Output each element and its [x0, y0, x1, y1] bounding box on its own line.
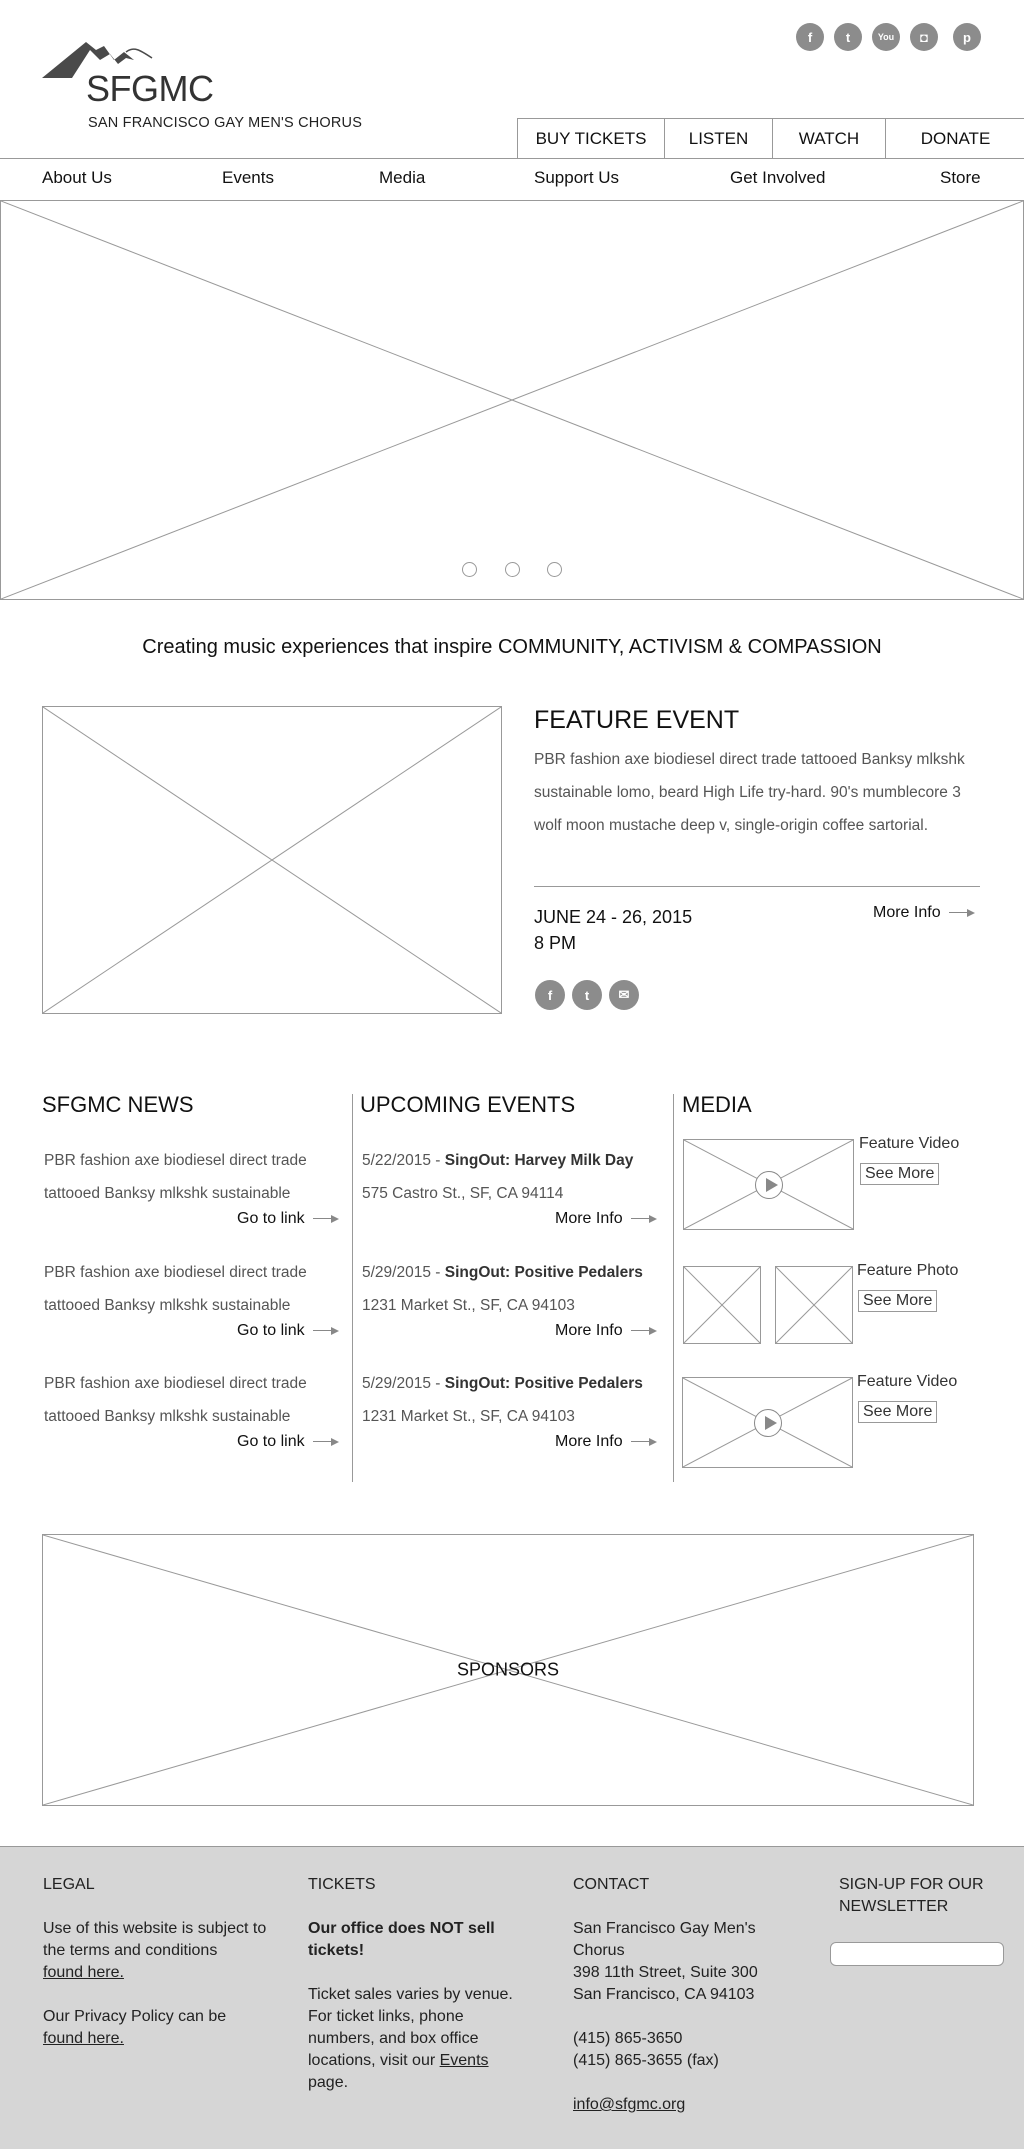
go-to-link-label: Go to link	[237, 1433, 305, 1450]
share-facebook-icon[interactable]: f	[535, 980, 565, 1010]
buy-tickets-button[interactable]: BUY TICKETS	[535, 129, 647, 148]
feature-divider	[534, 886, 980, 887]
share-twitter-icon[interactable]: t	[572, 980, 602, 1010]
arrow-right-icon	[631, 1437, 657, 1447]
column-divider	[352, 1094, 353, 1482]
contact-street: 398 11th Street, Suite 300	[573, 1964, 758, 1981]
top-buttons	[517, 118, 1024, 159]
event-address: 1231 Market St., SF, CA 94103	[362, 1408, 575, 1425]
events-link[interactable]: Events	[439, 2052, 489, 2069]
event-date: 5/29/2015 -	[362, 1264, 445, 1281]
contact-org: San Francisco Gay Men's Chorus	[573, 1920, 756, 1959]
news-title: SFGMC NEWS	[42, 1092, 194, 1117]
more-info-label: More Info	[873, 904, 941, 921]
listen-button[interactable]: LISTEN	[664, 119, 772, 159]
feature-time: 8 PM	[534, 933, 577, 953]
hero-carousel[interactable]	[0, 200, 1024, 600]
event-more-info-link[interactable]	[555, 1433, 657, 1451]
events-title: UPCOMING EVENTS	[360, 1092, 576, 1117]
news-go-to-link[interactable]	[237, 1210, 339, 1228]
footer-contact-title: CONTACT	[573, 1876, 650, 1893]
nav-about-us[interactable]: About Us	[42, 168, 112, 187]
legal-text-2: Our Privacy Policy can be	[43, 2008, 227, 2025]
event-name[interactable]: SingOut: Harvey Milk Day	[444, 1152, 634, 1169]
tickets-text-end: page.	[308, 2074, 349, 2091]
carousel-dot-1[interactable]	[462, 562, 477, 577]
sponsors-banner[interactable]	[42, 1534, 974, 1806]
nav-events[interactable]: Events	[222, 168, 274, 187]
media-label: Feature Video	[857, 1373, 958, 1390]
carousel-dot-3[interactable]	[547, 562, 562, 577]
more-info-label: More Info	[555, 1322, 623, 1339]
contact-fax: (415) 865-3655 (fax)	[573, 2052, 719, 2069]
feature-event-title: FEATURE EVENT	[534, 706, 740, 734]
media-photo-thumbnail[interactable]	[683, 1266, 761, 1344]
event-address: 575 Castro St., SF, CA 94114	[362, 1185, 564, 1202]
feature-date: JUNE 24 - 26, 2015	[534, 907, 693, 927]
footer-legal-text	[43, 1918, 273, 2050]
event-more-info-link[interactable]	[555, 1210, 657, 1228]
feature-event-description: PBR fashion axe biodiesel direct trade tattooed Banksy mlkshk sustainable lomo, beard High Life try-hard. 90's mumblecore 3 wolf moon mustache deep v, single-origin coffee sartorial.	[534, 751, 965, 834]
see-more-button[interactable]: See More	[858, 1290, 937, 1312]
event-item	[362, 1144, 672, 1210]
news-go-to-link[interactable]	[237, 1433, 339, 1451]
media-video-thumbnail[interactable]	[683, 1139, 854, 1230]
event-item	[362, 1367, 672, 1433]
org-name: SAN FRANCISCO GAY MEN'S CHORUS	[88, 115, 363, 131]
see-more-button[interactable]: See More	[858, 1401, 937, 1423]
arrow-right-icon	[631, 1214, 657, 1224]
go-to-link-label: Go to link	[237, 1322, 305, 1339]
legal-text-1: Use of this website is subject to the terms and conditions	[43, 1920, 267, 1959]
watch-button[interactable]: WATCH	[772, 119, 885, 159]
nav-top-divider	[0, 158, 1024, 159]
see-more-button[interactable]: See More	[860, 1163, 939, 1185]
go-to-link-label: Go to link	[237, 1210, 305, 1227]
feature-event-date	[534, 904, 692, 956]
footer-tickets-text	[308, 1918, 528, 2094]
footer-newsletter-title: SIGN-UP FOR OUR NEWSLETTER	[839, 1876, 984, 1915]
nav-get-involved[interactable]: Get Involved	[730, 168, 826, 187]
carousel-dot-2[interactable]	[505, 562, 520, 577]
event-name[interactable]: SingOut: Positive Pedalers	[444, 1264, 643, 1281]
newsletter-email-input[interactable]	[830, 1942, 1004, 1966]
twitter-icon[interactable]: t	[834, 23, 862, 51]
footer-legal-title: LEGAL	[43, 1876, 95, 1893]
facebook-icon[interactable]: f	[796, 23, 824, 51]
tagline: Creating music experiences that inspire COMMUNITY, ACTIVISM & COMPASSION	[142, 636, 882, 658]
share-email-icon[interactable]: ✉	[609, 980, 639, 1010]
event-date: 5/29/2015 -	[362, 1375, 445, 1392]
legal-terms-link[interactable]: found here.	[43, 1964, 124, 1981]
media-title: MEDIA	[682, 1092, 752, 1117]
sponsors-label: SPONSORS	[456, 1659, 560, 1680]
play-icon[interactable]	[755, 1171, 783, 1199]
tickets-notice: Our office does NOT sell tickets!	[308, 1920, 495, 1959]
nav-media[interactable]: Media	[379, 168, 426, 187]
footer-contact-text	[573, 1918, 793, 2116]
contact-city: San Francisco, CA 94103	[573, 1986, 755, 2003]
instagram-icon[interactable]: ◘	[910, 23, 938, 51]
logo-text[interactable]: SFGMC	[86, 68, 214, 109]
event-item	[362, 1256, 672, 1322]
arrow-right-icon	[631, 1326, 657, 1336]
event-more-info-link[interactable]	[555, 1322, 657, 1340]
event-name[interactable]: SingOut: Positive Pedalers	[444, 1375, 643, 1392]
arrow-right-icon	[313, 1214, 339, 1224]
play-icon[interactable]	[754, 1409, 782, 1437]
media-label: Feature Photo	[857, 1262, 959, 1279]
media-label: Feature Video	[859, 1135, 960, 1152]
media-photo-thumbnail[interactable]	[775, 1266, 853, 1344]
news-item-text: PBR fashion axe biodiesel direct trade tattooed Banksy mlkshk sustainable	[44, 1152, 307, 1202]
tickets-text: Ticket sales varies by venue. For ticket links, phone numbers, and box office locations, visit our	[308, 1986, 513, 2069]
privacy-policy-link[interactable]: found here.	[43, 2030, 124, 2047]
arrow-right-icon	[313, 1326, 339, 1336]
footer-tickets-title: TICKETS	[308, 1876, 376, 1893]
pinterest-icon[interactable]: p	[953, 23, 981, 51]
youtube-icon[interactable]: You	[872, 23, 900, 51]
news-item-text: PBR fashion axe biodiesel direct trade tattooed Banksy mlkshk sustainable	[44, 1375, 307, 1425]
column-divider	[673, 1094, 674, 1482]
media-video-thumbnail[interactable]	[682, 1377, 853, 1468]
contact-email-link[interactable]: info@sfgmc.org	[573, 2096, 686, 2113]
arrow-right-icon	[949, 908, 975, 918]
nav-store[interactable]: Store	[940, 168, 981, 187]
donate-button[interactable]: DONATE	[885, 119, 1024, 159]
event-address: 1231 Market St., SF, CA 94103	[362, 1297, 575, 1314]
news-item-text: PBR fashion axe biodiesel direct trade tattooed Banksy mlkshk sustainable	[44, 1264, 307, 1314]
event-date: 5/22/2015 -	[362, 1152, 445, 1169]
feature-event-image[interactable]	[42, 706, 502, 1014]
more-info-label: More Info	[555, 1210, 623, 1227]
news-go-to-link[interactable]	[237, 1322, 339, 1340]
nav-support-us[interactable]: Support Us	[534, 168, 620, 187]
arrow-right-icon	[313, 1437, 339, 1447]
contact-phone[interactable]: (415) 865-3650	[573, 2030, 683, 2047]
more-info-label: More Info	[555, 1433, 623, 1450]
feature-more-info-link[interactable]	[873, 904, 975, 922]
